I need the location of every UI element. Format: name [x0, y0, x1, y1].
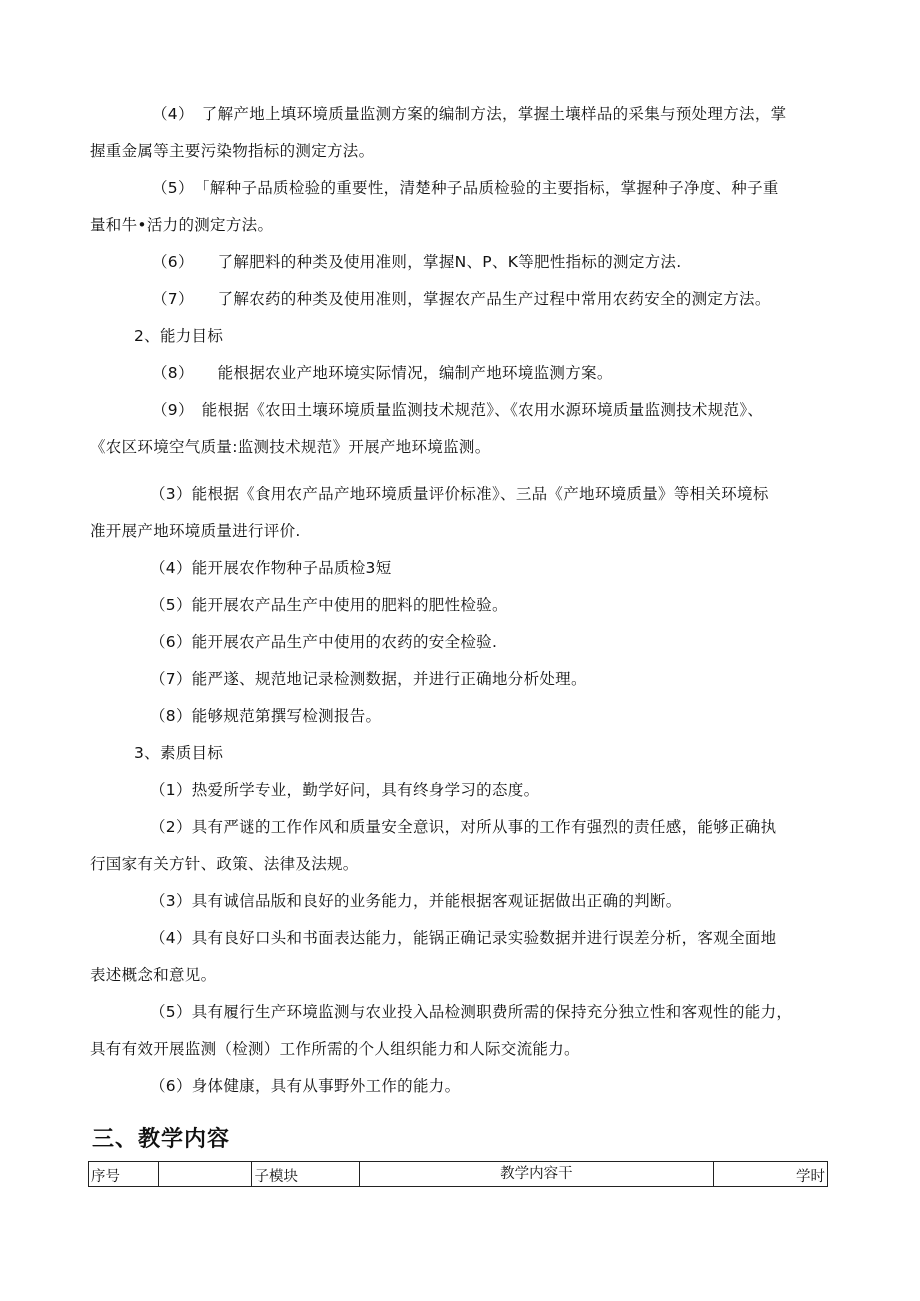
paragraph-quality-5 [90, 994, 792, 1068]
text-line: 《农区环境空气质量:监测技术规范》开展产地环境监测。 [90, 438, 491, 456]
text-line: （9） 能根据《农田土壤环境质量监测技术规范》、《农用水源环境质量监测技术规范》、 [152, 401, 764, 419]
text-line: （3）能根据《食用农产品产地环境质量评价标准》、三品《产地环境质量》等相关环境标 [150, 485, 769, 503]
text-line: （4）具有良好口头和书面表达能力，能锅正确记录实验数据并进行误差分析，客观全面地 [150, 929, 777, 947]
paragraph-ability-7 [150, 661, 587, 698]
paragraph-ability-4 [150, 550, 392, 587]
paragraph-quality-6 [150, 1068, 460, 1105]
text-line: 表述概念和意见。 [90, 966, 217, 984]
subheading-ability-goals [134, 318, 223, 355]
paragraph-quality-4 [90, 920, 776, 994]
text-line: 具有有效开展监测（检测）工作所需的个人组织能力和人际交流能力。 [90, 1040, 580, 1058]
text-line: （3）具有诚信品版和良好的业务能力，并能根据客观证据做出正确的判断。 [150, 892, 682, 910]
subheading-quality-goals [134, 735, 223, 772]
text-line: （6）身体健康，具有从事野外工作的能力。 [150, 1077, 461, 1095]
text-line: 2、能力目标 [134, 327, 224, 345]
paragraph-ability-5 [150, 587, 508, 624]
text-line: （6） 了解肥料的种类及使用准则，掌握N、P、K等肥性指标的测定方法. [152, 253, 682, 271]
text-line: （8） 能根据农业产地环境实际情况，编制产地环境监测方案。 [152, 364, 613, 382]
paragraph-ability-3 [90, 476, 769, 550]
teaching-content-table [88, 1161, 828, 1187]
text-line: （8）能够规范第撰写检测报告。 [150, 707, 382, 725]
paragraph-objective-7 [152, 281, 771, 318]
paragraph-quality-3 [150, 883, 682, 920]
text-line: （5）具有履行生产环境监测与农业投入品检测职费所需的保持充分独立性和客观性的能力， [150, 1003, 793, 1021]
header-cell-submodule: 子模块 [252, 1162, 359, 1187]
paragraph-quality-2 [90, 809, 776, 883]
paragraph-quality-1 [150, 772, 539, 809]
paragraph-objective-6 [152, 244, 681, 281]
text-line: 握重金属等主要污染物指标的测定方法。 [90, 142, 375, 160]
paragraph-objective-4 [90, 96, 786, 170]
text-line: （4）能开展农作物种子品质检3短 [150, 559, 392, 577]
header-cell-content: 教学内容干 [359, 1162, 714, 1187]
section-heading: 三、教学内容 [92, 1127, 231, 1152]
paragraph-ability-9 [90, 392, 763, 466]
text-line: （5）能开展农产品生产中使用的肥料的肥性检验。 [150, 596, 508, 614]
text-line: （7）能严遂、规范地记录检测数据，并进行正确地分析处理。 [150, 670, 587, 688]
header-cell-blank [158, 1162, 252, 1187]
text-line: （2）具有严谜的工作作风和质量安全意识，对所从事的工作有强烈的责任感，能够正确执 [150, 818, 777, 836]
text-line: （7） 了解农药的种类及使用准则，掌握农产品生产过程中常用农药安全的测定方法。 [152, 290, 771, 308]
text-line: 量和牛•活力的测定方法。 [90, 216, 274, 234]
paragraph-objective-5 [90, 170, 779, 244]
table-header-row [89, 1162, 828, 1187]
text-line: （6）能开展农产品生产中使用的农药的安全检验. [150, 633, 498, 651]
text-line: （1）热爱所学专业，勤学好问，具有终身学习的态度。 [150, 781, 540, 799]
paragraph-ability-6 [150, 624, 497, 661]
paragraph-ability-8 [152, 355, 613, 392]
text-line: 行国家有关方针、政策、法律及法规。 [90, 855, 359, 873]
text-line: 准开展产地环境质量进行评价. [90, 522, 301, 540]
text-line: （4） 了解产地上填环境质量监测方案的编制方法，掌握土壤样品的采集与预处理方法，掌 [152, 105, 787, 123]
header-cell-hours: 学时 [714, 1162, 828, 1187]
paragraph-ability-8b [150, 698, 381, 735]
header-cell-index: 序号 [89, 1162, 159, 1187]
text-line: 3、素质目标 [134, 744, 224, 762]
text-line: （5） 「解种子品质检验的重要性，清楚种子品质检验的主要指标，掌握种子净度、种子重 [152, 179, 779, 197]
